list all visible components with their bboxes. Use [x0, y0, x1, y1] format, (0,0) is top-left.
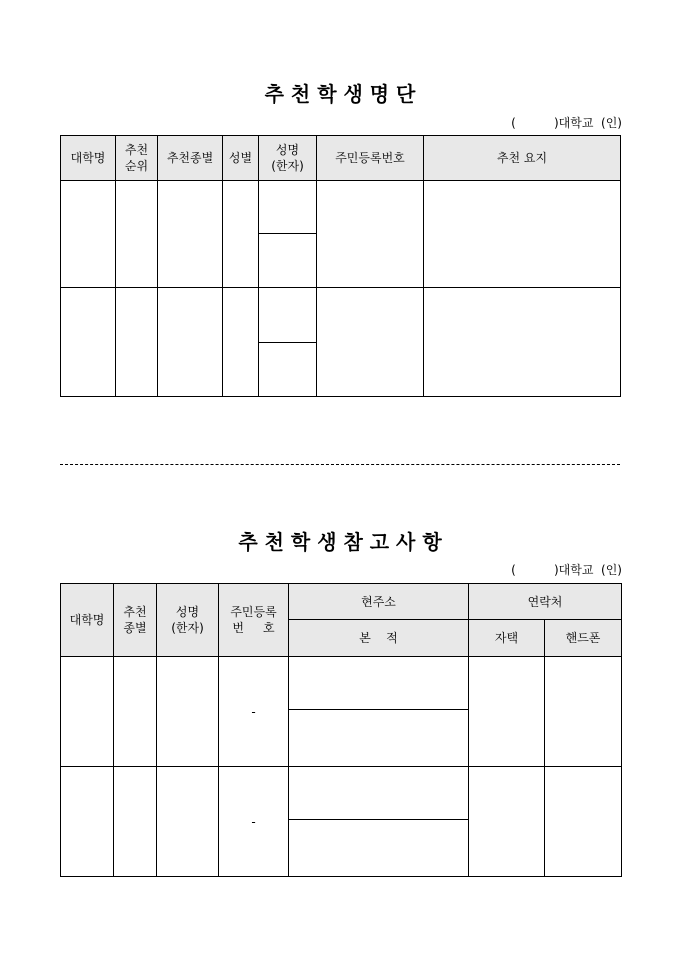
address-cell[interactable]	[289, 657, 469, 710]
gender-cell[interactable]	[223, 181, 259, 288]
header-rrn-line1: 주민등록	[230, 605, 277, 619]
header-name-line1: 성명	[175, 605, 200, 619]
reason-cell[interactable]	[424, 288, 621, 397]
gender-cell[interactable]	[223, 288, 259, 397]
header-name-line2: (한자)	[171, 621, 204, 635]
header-type-line2: 종별	[123, 621, 147, 635]
header-name-line1: 성명	[275, 143, 300, 157]
header-type: 추천종별	[158, 136, 223, 181]
name-cell[interactable]	[157, 657, 219, 767]
section1-title: 추 천 학 생 명 단	[264, 82, 416, 106]
reason-cell[interactable]	[424, 181, 621, 288]
name-cell[interactable]	[259, 288, 317, 343]
header-rank-line1: 추천	[124, 143, 149, 157]
header-domicile: 본 적	[289, 620, 469, 657]
header-home-phone: 자택	[469, 620, 545, 657]
header-school: 대학명	[61, 584, 114, 657]
header-mobile-phone: 핸드폰	[545, 620, 622, 657]
header-gender: 성별	[223, 136, 259, 181]
header-type	[114, 584, 157, 657]
section2-title: 추 천 학 생 참 고 사 항	[238, 530, 442, 554]
header-name	[259, 136, 317, 181]
school-cell[interactable]	[61, 657, 114, 767]
rrn-cell[interactable]: -	[219, 767, 289, 877]
type-cell[interactable]	[114, 767, 157, 877]
header-reason: 추천 요지	[424, 136, 621, 181]
school-cell[interactable]	[61, 767, 114, 877]
hanja-name-cell[interactable]	[259, 234, 317, 288]
type-cell[interactable]	[114, 657, 157, 767]
name-cell[interactable]	[157, 767, 219, 877]
mobile-phone-cell[interactable]	[545, 657, 622, 767]
rrn-cell[interactable]	[317, 288, 424, 397]
table-row	[61, 657, 622, 710]
header-contact: 연락처	[469, 584, 622, 620]
header-rrn	[219, 584, 289, 657]
home-phone-cell[interactable]	[469, 767, 545, 877]
header-rank	[116, 136, 158, 181]
school-cell[interactable]	[61, 181, 116, 288]
address-cell[interactable]	[289, 767, 469, 820]
home-phone-cell[interactable]	[469, 657, 545, 767]
hanja-name-cell[interactable]	[259, 343, 317, 397]
rank-cell[interactable]	[116, 288, 158, 397]
rank-cell[interactable]	[116, 181, 158, 288]
rrn-cell[interactable]	[317, 181, 424, 288]
table-row	[61, 767, 622, 820]
header-school: 대학명	[61, 136, 116, 181]
header-rank-line2: 순위	[124, 159, 149, 173]
header-rrn-line2: 번 호	[232, 621, 275, 635]
domicile-cell[interactable]	[289, 710, 469, 767]
header-address: 현주소	[289, 584, 469, 620]
rrn-cell[interactable]: -	[219, 657, 289, 767]
name-cell[interactable]	[259, 181, 317, 234]
school-cell[interactable]	[61, 288, 116, 397]
header-rrn: 주민등록번호	[317, 136, 424, 181]
section2-university-label: ( )대학교 (인)	[511, 563, 622, 577]
table-row	[61, 288, 621, 343]
mobile-phone-cell[interactable]	[545, 767, 622, 877]
table-row	[61, 181, 621, 234]
recommended-students-table	[60, 135, 621, 397]
header-type-line1: 추천	[123, 605, 147, 619]
cut-line-divider	[60, 464, 620, 465]
student-reference-table	[60, 583, 622, 877]
domicile-cell[interactable]	[289, 820, 469, 877]
type-cell[interactable]	[158, 181, 223, 288]
section1-university-label: ( )대학교 (인)	[511, 116, 622, 130]
header-name-line2: (한자)	[271, 159, 304, 173]
header-name	[157, 584, 219, 657]
type-cell[interactable]	[158, 288, 223, 397]
